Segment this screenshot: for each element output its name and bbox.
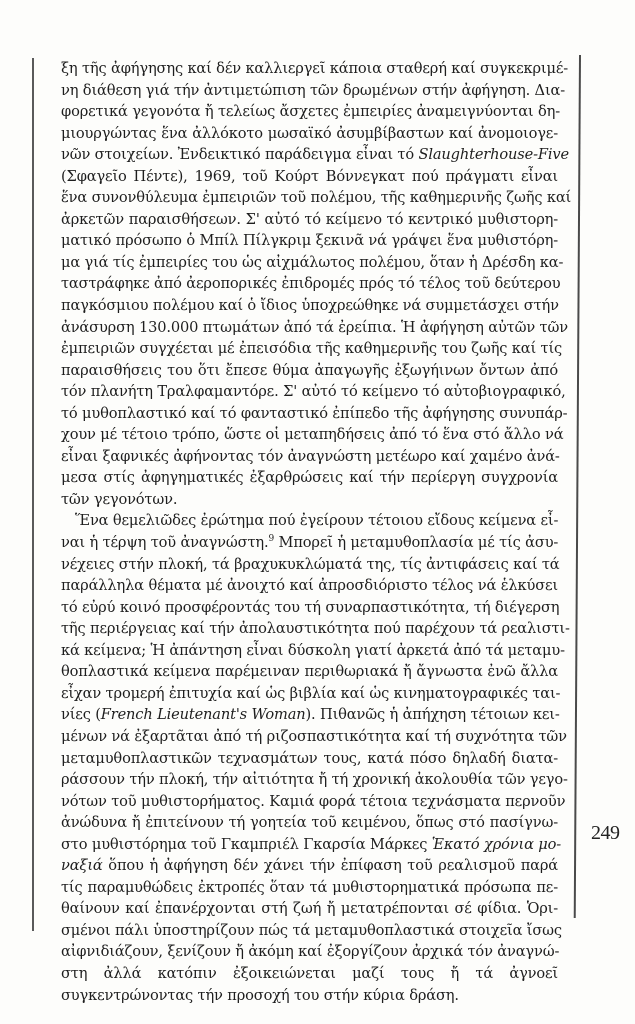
text-line: τῆς περιέργειας καί τήν ἀπολαυστικότητα πού παρέχουν τά ρεαλιστι- — [61, 620, 570, 638]
text-segment: νίες ( — [61, 706, 101, 724]
text-line: ἕνα συνονθύλευμα ἐμπειριῶν τοῦ πολέμου, τῆς καθημερινῆς ζωῆς καί — [61, 189, 572, 207]
text-line: εἶναι ξαφνικές ἀφήνοντας τόν ἀναγνώστη μετέωρο καί χαμένο ἀνά- — [61, 447, 560, 465]
text-line: (Σφαγεῖο Πέντε), 1969, τοῦ Κούρτ Βόννεγκατ πού πράγματι εἶναι — [61, 167, 558, 185]
text-line: εἶχαν τρομερή ἐπιτυχία καί ὡς βιβλία καί ὡς κινηματογραφικές ται- — [61, 684, 561, 702]
text-line: μα γιά τίς ἐμπειρίες του ὡς αἰχμάλωτος πολέμου, ὅταν ἡ Δρέσδη κα- — [61, 253, 564, 271]
text-line: ταστράφηκε ἀπό ἀεροπορικές ἐπιδρομές πρός τό τέλος τοῦ δεύτερου — [61, 275, 561, 293]
text-line: τό μυθοπλαστικό καί τό φανταστικό ἐπίπεδο τῆς ἀφήγησης συνυπάρ- — [61, 404, 568, 422]
paragraph-1 — [61, 58, 572, 510]
text-line: μεταμυθοπλαστικῶν τεχνασμάτων τους, κατά πόσο δηλαδή διατα- — [61, 749, 558, 767]
text-line: παγκόσμιου πολέμου καί ὁ ἴδιος ὑποχρεώθηκε νά συμμετάσχει στήν — [61, 297, 559, 315]
text-line — [61, 144, 569, 166]
text-line: ἀνάσυρση 130.000 πτωμάτων ἀπό τά ἐρείπια. Ἡ ἀφήγηση αὐτῶν τῶν — [61, 318, 568, 336]
text-line — [61, 834, 562, 856]
text-line: Ἕνα θεμελιῶδες ἐρώτημα πού ἐγείρουν τέτοιου εἴδους κείμενα εἶ- — [75, 512, 559, 530]
text-line: θοπλαστικά κείμενα παρέμειναν περιθωριακά ἤ ἄγνωστα ἐνῶ ἄλλα — [61, 663, 558, 681]
text-line: τόν πλανήτη Τραλφαμαντόρε. Σ' αὐτό τό κείμενο τό αὐτοβιογραφικό, — [61, 383, 566, 401]
text-line: ματικό πρόσωπο ὁ Μπίλ Πίλγκριμ ξεκινᾶ νά γράψει ἕνα μυθιστόρη- — [61, 232, 558, 250]
italic-book-title: Slaughterhouse-Five — [418, 146, 569, 164]
text-segment: ὅπου ἡ ἀφήγηση δέν χάνει τήν ἐπίφαση τοῦ ρεαλισμοῦ παρά — [102, 857, 558, 875]
text-line: σμένοι πάλι ὑποστηρίζουν πώς τά μεταμυθοπλαστικά στοιχεῖα ἴσως — [61, 921, 562, 939]
text-line: ἐμπειριῶν συγχέεται μέ ἐπεισόδια τῆς καθημερινῆς του ζωῆς καί τίς — [61, 340, 563, 358]
footnote-reference[interactable]: 9 — [268, 534, 275, 545]
text-line: χουν μέ τέτοιο τρόπο, ὥστε οἱ μεταπηδήσεις ἀπό τό ἕνα στό ἄλλο νά — [61, 426, 564, 444]
text-line: παράλληλα θέματα μέ ἀνοιχτό καί ἀπροσδιόριστο τέλος νά ἑλκύσει — [61, 577, 558, 595]
text-line: στη ἀλλά κατόπιν ἐξοικειώνεται μαζί τους ἤ τά ἀγνοεῖ — [61, 964, 558, 982]
page-body-text — [61, 58, 572, 1006]
text-line: μεσα στίς ἀφηγηματικές ἐξαρθρώσεις καί τήν περίεργη συγχρονία — [61, 469, 558, 487]
page-number: 249 — [591, 822, 620, 844]
text-line: αἰφνιδιάζουν, ξενίζουν ἤ ἀκόμη καί ἐξοργίζουν ἀρχικά τόν ἀναγνώ- — [61, 943, 560, 961]
text-line: κά κείμενα; Ἡ ἀπάντηση εἶναι δύσκολη γιατί ἀρκετά ἀπό τά μεταμυ- — [61, 641, 565, 659]
text-segment: νῶν στοιχείων. Ἐνδεικτικό παράδειγμα εἶναι τό — [61, 146, 414, 164]
text-line: τῶν γεγονότων. — [61, 490, 178, 508]
text-segment: ναι ἡ τέρψη τοῦ ἀναγνώστη. — [61, 534, 269, 552]
text-line: θαίνουν καί ἐπανέρχονται στή ζωή ἤ μετατρέπονται σέ φίδια. Ὁρι- — [61, 900, 558, 918]
text-line — [61, 855, 558, 877]
text-line: ἀρκετῶν παραισθήσεων. Σ' αὐτό τό κείμενο τό κεντρικό μυθιστορη- — [61, 210, 558, 228]
text-line: φορετικά γεγονότα ἤ τελείως ἄσχετες ἐμπειρίες ἀναμειγνύονται δη- — [61, 103, 560, 121]
text-line: ἀνώδυνα ἤ ἐπιτείνουν τή γοητεία τοῦ κειμένου, ὅπως στό πασίγνω- — [61, 814, 558, 832]
text-segment: Μπορεῖ ἡ μεταμυθοπλασία μέ τίς ἀσυ- — [274, 534, 559, 552]
text-line — [61, 532, 558, 554]
italic-book-title: ναξιά — [61, 857, 103, 875]
text-line: παραισθήσεις του ὅτι ἔπεσε θύμα ἀπαγωγῆς ἐξωγήινων ὄντων ἀπό — [61, 361, 558, 379]
text-segment: ). Πιθανῶς ἡ ἀπήχηση τέτοιων κει- — [305, 706, 560, 724]
right-margin-rule — [574, 55, 581, 918]
text-line: μένων νά ἐξαρτᾶται ἀπό τή ριζοσπαστικότητα καί τή συχνότητα τῶν — [61, 727, 567, 745]
italic-book-title: Ἑκατό χρόνια μο- — [431, 835, 562, 853]
left-margin-rule — [32, 58, 34, 931]
text-line: τίς παραμυθώδεις ἐκτροπές ὅταν τά μυθιστορηματικά πρόσωπα πε- — [61, 878, 558, 896]
text-line: συγκεντρώνοντας τήν προσοχή του στήν κύρια δράση. — [61, 986, 459, 1004]
italic-film-title: French Lieutenant's Woman — [100, 706, 306, 724]
text-line: νέχειες στήν πλοκή, τά βραχυκυκλώματά της, τίς ἀντιφάσεις καί τά — [61, 555, 560, 573]
text-line: τό εὐρύ κοινό προσφέροντάς του τή συναρπαστικότητα, τή διέγερση — [61, 598, 560, 616]
text-line: μιουργώντας ἕνα ἀλλόκοτο μωσαϊκό ἀσυμβίβαστων καί ἀνομοιογε- — [61, 124, 558, 142]
text-segment: στο μυθιστόρημα τοῦ Γκαμπριέλ Γκαρσία Μάρκες — [61, 835, 428, 853]
text-line: ράσσουν τήν πλοκή, τήν αἰτιότητα ἤ τή χρονική ἀκολουθία τῶν γεγο- — [61, 771, 568, 789]
text-line: νότων τοῦ μυθιστορήματος. Καμιά φορά τέτοια τεχνάσματα περνοῦν — [61, 792, 566, 810]
text-line: ξη τῆς ἀφήγησης καί δέν καλλιεργεῖ κάποια σταθερή καί συγκεκριμέ- — [61, 60, 569, 77]
text-line — [61, 704, 558, 726]
text-line: νη διάθεση γιά τήν ἀντιμετώπιση τῶν δρωμένων στήν ἀφήγηση. Δια- — [61, 81, 566, 99]
paragraph-2 — [61, 510, 570, 1006]
